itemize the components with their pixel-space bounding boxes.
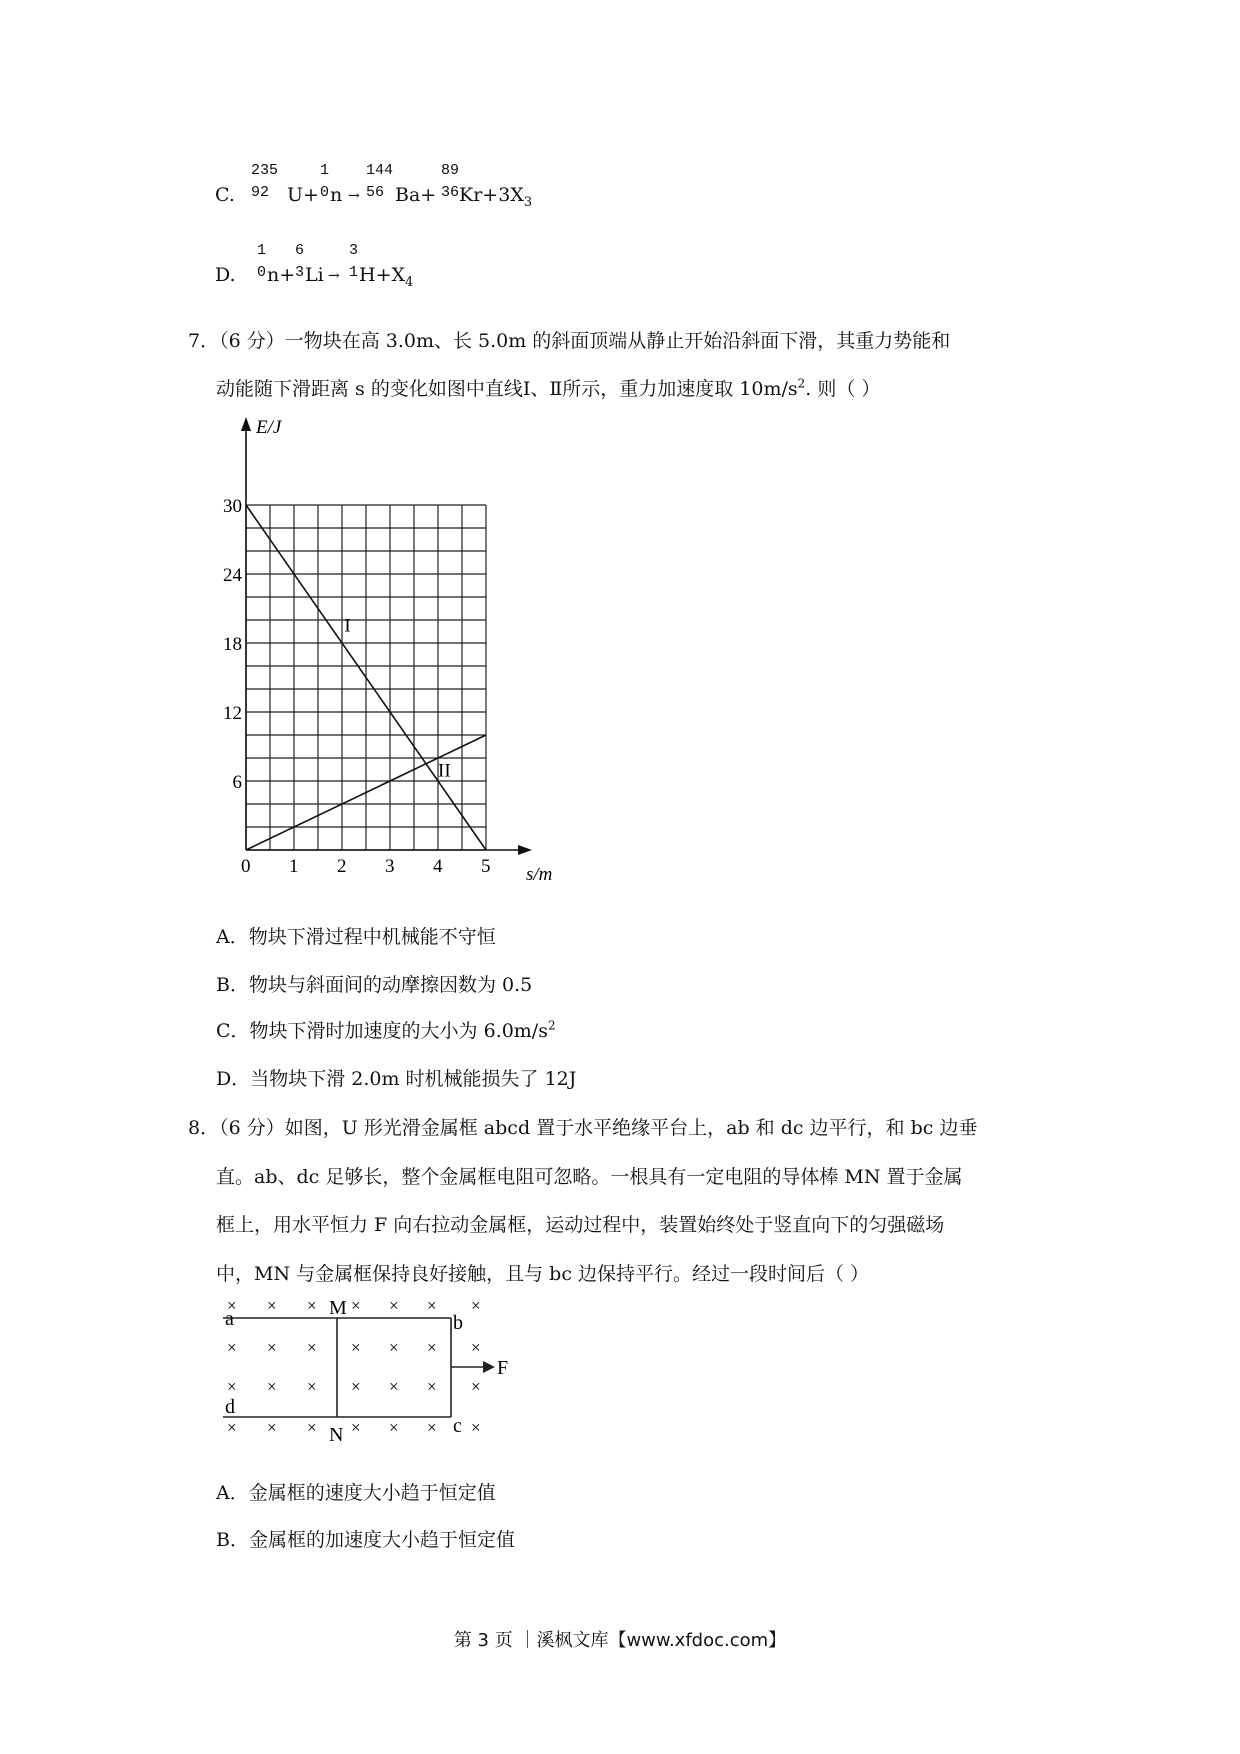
field-cross: × <box>267 1296 277 1315</box>
q7-line-2b: . 则（ ） <box>805 378 881 400</box>
q6c-part-kr: $Kr+3X_3$ <box>459 184 533 210</box>
label-a: a <box>225 1308 234 1330</box>
q8-line-4: 中，MN 与金属框保持良好接触，且与 bc 边保持平行。经过一段时间后（ ） <box>216 1263 870 1285</box>
y-axis-arrow <box>241 417 251 431</box>
q7-option-d: D．当物块下滑 2.0m 时机械能损失了 12J <box>216 1068 577 1090</box>
q7-line-2 <box>216 374 880 401</box>
field-cross: × <box>267 1418 277 1437</box>
x-tick-label: 3 <box>385 856 395 877</box>
q6c-charge-u: 92 <box>251 184 270 201</box>
series-label-i: I <box>344 615 351 637</box>
q6c-part-n: n <box>330 184 343 206</box>
field-cross: × <box>307 1418 317 1437</box>
force-arrow-head <box>483 1361 495 1373</box>
q7-line-1: 7．（6 分）一物块在高 3.0m、长 5.0m 的斜面顶端从静止开始沿斜面下滑，其重力势能和 <box>188 330 951 352</box>
q8-option-a: A．金属框的速度大小趋于恒定值 <box>216 1482 496 1504</box>
q6c-charge-kr: 36 <box>441 184 460 201</box>
y-tick-label: 12 <box>223 703 242 724</box>
q8-line-2: 直。ab、dc 足够长，整个金属框电阻可忽略。一根具有一定电阻的导体棒 MN 置于金属 <box>216 1166 963 1188</box>
q6c-arrow: → <box>348 188 360 204</box>
q6d-part-n: n+ <box>267 264 296 286</box>
q6c-mass-kr: 89 <box>441 162 460 179</box>
y-tick-label: 6 <box>232 772 242 793</box>
field-cross: × <box>267 1338 277 1357</box>
field-cross: × <box>471 1338 481 1357</box>
label-m: M <box>329 1297 347 1319</box>
q6c-label: C. <box>215 184 235 206</box>
q6d-part-li: Li <box>305 264 324 286</box>
field-cross: × <box>227 1377 237 1396</box>
q6d-charge-n: 0 <box>257 264 267 281</box>
x-axis-label: s/m <box>526 864 553 885</box>
x-tick-label: 4 <box>433 856 443 877</box>
field-cross: × <box>351 1338 361 1357</box>
field-cross: × <box>307 1377 317 1396</box>
field-cross: × <box>427 1296 437 1315</box>
q8-option-b: B．金属框的加速度大小趋于恒定值 <box>216 1529 515 1551</box>
label-b: b <box>453 1312 463 1334</box>
y-tick-label: 24 <box>223 565 242 586</box>
q6d-label: D. <box>215 264 236 286</box>
field-cross: × <box>267 1377 277 1396</box>
field-cross: × <box>389 1418 399 1437</box>
magnetic-field-crosses <box>227 1296 481 1437</box>
field-cross: × <box>351 1418 361 1437</box>
field-cross: × <box>389 1377 399 1396</box>
field-cross: × <box>471 1418 481 1437</box>
q6d-mass-h: 3 <box>349 242 359 259</box>
q6c-mass-ba: 144 <box>366 162 394 179</box>
field-cross: × <box>427 1377 437 1396</box>
field-cross: × <box>389 1338 399 1357</box>
q8-line-3: 框上，用水平恒力 F 向右拉动金属框，运动过程中，装置始终处于竖直向下的匀强磁场 <box>216 1214 945 1236</box>
x-tick-label: 1 <box>289 856 299 877</box>
field-cross: × <box>307 1296 317 1315</box>
q8-line-1: 8．（6 分）如图，U 形光滑金属框 abcd 置于水平绝缘平台上，ab 和 dc 边平行，和 bc 边垂 <box>188 1117 978 1139</box>
q6c-mass-u: 235 <box>251 162 279 179</box>
field-cross: × <box>351 1377 361 1396</box>
x-axis-arrow <box>518 845 532 855</box>
q6d-mass-li: 6 <box>295 242 305 259</box>
q7-option-c <box>216 1016 556 1043</box>
label-f: F <box>497 1357 509 1379</box>
q7-line-2a: 动能随下滑距离 s 的变化如图中直线Ⅰ、Ⅱ所示，重力加速度取 10m/s <box>216 378 798 400</box>
q6c-charge-ba: 56 <box>366 184 385 201</box>
q7-option-c-sup: 2 <box>547 1018 556 1033</box>
q7-line-2-sup: 2 <box>797 376 806 391</box>
label-n: N <box>329 1424 344 1446</box>
q7-option-c-text: C．物块下滑时加速度的大小为 6.0m/s <box>216 1020 548 1042</box>
field-cross: × <box>351 1296 361 1315</box>
field-cross: × <box>389 1296 399 1315</box>
label-c: c <box>453 1415 462 1437</box>
y-axis-label: E/J <box>256 417 282 438</box>
label-d: d <box>225 1396 235 1418</box>
q7-option-b: B．物块与斜面间的动摩擦因数为 0.5 <box>216 974 533 996</box>
q7-option-a: A．物块下滑过程中机械能不守恒 <box>216 926 496 948</box>
x-tick-label: 5 <box>481 856 491 877</box>
q6d-charge-li: 3 <box>295 264 305 281</box>
q8-frame-diagram <box>215 1295 515 1455</box>
q7-energy-chart <box>200 415 580 885</box>
x-tick-label: 0 <box>241 856 251 877</box>
q6d-mass-n: 1 <box>257 242 267 259</box>
field-cross: × <box>227 1296 237 1315</box>
y-tick-label: 30 <box>223 496 242 517</box>
field-cross: × <box>227 1418 237 1437</box>
q6d-charge-h: 1 <box>349 264 359 281</box>
x-tick-label: 2 <box>337 856 347 877</box>
field-cross: × <box>427 1418 437 1437</box>
field-cross: × <box>227 1338 237 1357</box>
field-cross: × <box>307 1338 317 1357</box>
series-label-ii: II <box>438 760 451 782</box>
chart-labels <box>223 417 552 885</box>
y-tick-label: 18 <box>223 634 242 655</box>
q6c-part-ba: Ba+ <box>395 184 437 206</box>
field-cross: × <box>427 1338 437 1357</box>
field-cross: × <box>471 1377 481 1396</box>
q6c-part-u: U+ <box>287 184 319 206</box>
page-footer: 第 3 页 ｜溪枫文库【www.xfdoc.com】 <box>453 1630 787 1651</box>
chart-axes <box>241 417 532 855</box>
q6d-part-h: $H+X_4$ <box>359 264 414 290</box>
field-cross: × <box>471 1296 481 1315</box>
q6c-charge-n: 0 <box>320 184 330 201</box>
q6c-mass-n: 1 <box>320 162 330 179</box>
q6d-arrow: → <box>328 268 340 284</box>
